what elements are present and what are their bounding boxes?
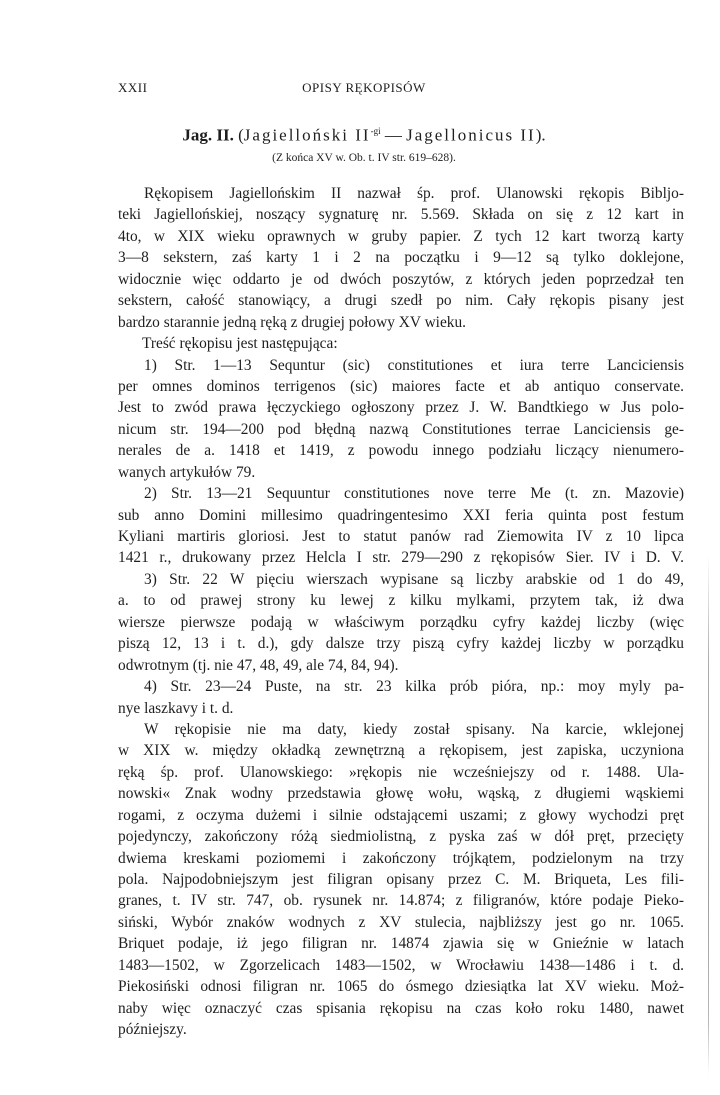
text-line: widocznie więc oddarto je od dwóch poszytów, z których jeden poprzedzał ten xyxy=(118,270,684,288)
text-line: 1421 r., drukowany przez Helcla I str. 279—290 z rękopisów Sier. IV i D. V. xyxy=(118,549,684,567)
title-close-paren: ). xyxy=(535,125,546,145)
text-line: 4) Str. 23—24 Puste, na str. 23 kilka prób pióra, np.: moy myly pa- xyxy=(144,678,684,696)
text-line: późniejszy. xyxy=(118,1021,187,1039)
text-line: rogami, z oczyma dużemi i silnie odstającemi uszami; z głowy wychodzi pręt xyxy=(118,806,684,824)
title-siglum: Jag. II. xyxy=(182,125,234,145)
text-line: 3—8 sekstern, zaś karty 1 i 2 na początku i 9—12 są tylko doklejone, xyxy=(118,249,684,267)
text-line: nerales de a. 1418 et 1419, z powodu innego podziału liczący nienumero- xyxy=(118,442,684,460)
text-line: nowski« Znak wodny przedstawia głowę wołu, wąską, z długiemi wąskiemi xyxy=(118,785,684,803)
text-line: teki Jagiellońskiej, noszący sygnaturę nr. 5.569. Składa on się z 12 kart in xyxy=(118,206,684,224)
page-edge-shadow xyxy=(708,555,709,1075)
text-line: Jest to zwód prawa łęczyckiego ogłoszony przez J. W. Bandtkiego w Jus polo- xyxy=(118,399,684,417)
text-line: a. to od prawej strony ku lewej z kilku mylkami, przytem tak, iż dwa xyxy=(118,592,684,610)
text-line: 1483—1502, w Zgorzelicach 1483—1502, w Wrocławiu 1438—1486 i t. d. xyxy=(118,956,684,974)
text-line: siński, Wybór znaków wodnych z XV stulecia, najbliższy jest go nr. 1065. xyxy=(118,913,684,931)
text-line: Kyliani martiris gloriosi. Jest to statut panów rad Ziemowita IV z 10 lipca xyxy=(118,528,684,545)
text-line: bardzo starannie jedną ręką z drugiej połowy XV wieku. xyxy=(118,313,467,331)
title-open-paren: ( xyxy=(238,125,244,145)
text-line: per omnes dominos terrigenos (sic) maiores facte et ab antiquo conservate. xyxy=(118,377,684,395)
text-line: dwiema kreskami poziomemi i zakończony trójkątem, podzielonym na trzy xyxy=(118,849,684,867)
text-line: nye laszkavy i t. d. xyxy=(118,699,234,717)
title-dash: — xyxy=(384,125,402,145)
text-line: 3) Str. 22 W pięciu wierszach wypisane są liczby arabskie od 1 do 49, xyxy=(144,570,684,588)
page-number: XXII xyxy=(118,80,148,95)
text-line: granes, t. IV str. 747, ob. rysunek nr. 14.874; z filigranów, które podaje Pieko- xyxy=(118,892,684,910)
text-line: pola. Najpodobniejszym jest filigran opisany przez C. M. Briqueta, Les fili- xyxy=(118,871,684,888)
text-line: ręką śp. prof. Ulanowskiego: »rękopis nie wcześniejszy od r. 1488. Ula- xyxy=(118,763,684,781)
text-line: wanych artykułów 79. xyxy=(118,463,256,481)
title-ordinal-suffix: -gi xyxy=(370,126,381,136)
text-line: piszą 12, 13 i t. d.), gdy dalsze trzy piszą cyfry każdej liczby w porządku xyxy=(118,635,684,653)
text-line: odwrotnym (tj. nie 47, 48, 49, ale 74, 84, 94). xyxy=(118,656,399,674)
text-line: 4to, w XIX wieku oprawnych w gruby papier. Z tych 12 kart tworzą karty xyxy=(118,227,684,245)
text-line: Briquet podaje, iż jego filigran nr. 14874 zjawia się w Gnieźnie w latach xyxy=(118,935,684,953)
description-body xyxy=(118,183,684,1041)
title-name-polish: Jagielloński II xyxy=(243,125,371,145)
manuscript-title xyxy=(118,120,610,147)
running-title: OPISY RĘKOPISÓW xyxy=(302,80,426,95)
title-name-latin: Jagellonicus II xyxy=(406,125,536,145)
text-line: wiersze pierwsze podają w właściwym porządku cyfry każdej liczby (więc xyxy=(118,613,684,631)
text-line: w XIX w. między okładką zewnętrzną a rękopisem, jest zapiska, uczyniona xyxy=(118,742,684,760)
manuscript-dating: (Z końca XV w. Ob. t. IV str. 619–628). xyxy=(272,152,456,164)
text-line: sekstern, całość stanowiący, a drugi szedł po nim. Cały rękopis pisany jest xyxy=(118,292,684,310)
text-line: 1) Str. 1—13 Sequntur (sic) constitutiones et iura terre Lanciciensis xyxy=(144,356,684,374)
text-line: W rękopisie nie ma daty, kiedy został spisany. Na karcie, wklejonej xyxy=(144,720,684,738)
text-line: 2) Str. 13—21 Sequuntur constitutiones nove terre Me (t. zn. Mazovie) xyxy=(144,485,684,503)
text-line: sub anno Domini millesimo quadringentesimo XXI feria quinta post festum xyxy=(118,506,684,524)
page-header xyxy=(118,80,610,100)
text-line: Piekosiński odnosi filigran nr. 1065 do ósmego dziesiątka lat XV wieku. Moż- xyxy=(118,978,684,996)
text-line: Treść rękopisu jest następująca: xyxy=(142,335,338,353)
text-line: pojedynczy, zakończony różą siedmiolistną, z pyska zaś w dół pręt, przecięty xyxy=(118,828,684,846)
text-line: nicum str. 194—200 pod błędną nazwą Constitutiones terrae Lanciciensis ge- xyxy=(118,420,684,438)
text-line: Rękopisem Jagiellońskim II nazwał śp. prof. Ulanowski rękopis Biblјo- xyxy=(144,185,684,202)
text-line: naby więc oznaczyć czas spisania rękopisu na czas koło roku 1480, nawet xyxy=(118,999,684,1017)
